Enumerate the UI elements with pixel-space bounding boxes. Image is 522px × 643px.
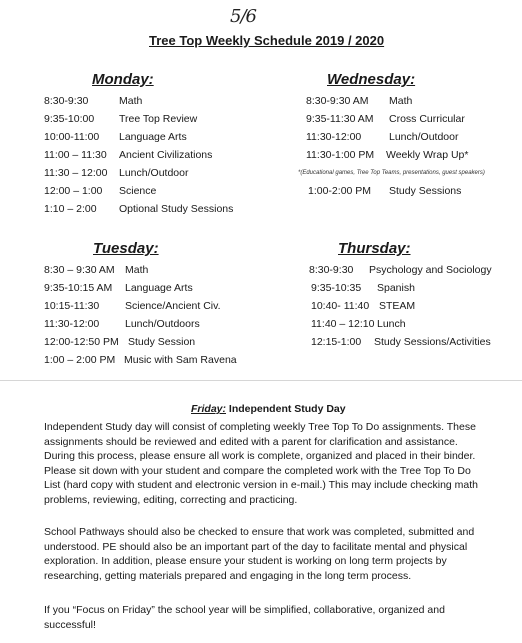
friday-title: Independent Study Day [226, 403, 346, 415]
activity: Cross Curricular [389, 113, 465, 125]
activity: Language Arts [125, 282, 193, 294]
time-slot: 8:30-9:30 [44, 95, 89, 107]
activity: Tree Top Review [119, 113, 198, 125]
activity: Language Arts [119, 131, 187, 143]
time-slot: 11:30-12:00 [306, 131, 362, 143]
time-slot: 1:00 – 2:00 PM [44, 354, 116, 366]
friday-paragraph: Independent Study day will consist of completing weekly Tree Top To Do assignments. These assignments should be reviewed and edited with a parent for clarification and assistance. During this process, please ensure all work is complete, organized and placed in their binder. Please sit down with your student and compare the completed work with the Tree Top To Do List (hard copy with student and electronic version in e-mail.) This may include checking math problems, reviewing, editing, correcting and practicing. [44, 421, 479, 506]
time-slot: 8:30-9:30 [309, 264, 354, 276]
time-slot: 10:15-11:30 [44, 300, 100, 312]
wednesday-heading: Wednesday: [327, 71, 416, 88]
monday-heading: Monday: [92, 71, 154, 88]
thursday-heading: Thursday: [338, 240, 411, 257]
page-divider [0, 380, 522, 381]
activity: Lunch/Outdoor [119, 167, 189, 179]
activity: Psychology and Sociology [369, 264, 492, 276]
activity: Math [119, 95, 143, 107]
friday-heading [191, 403, 346, 415]
time-slot: 10:00-11:00 [44, 131, 100, 143]
handwritten-date: 5/6 [230, 6, 256, 27]
friday-paragraph: If you “Focus on Friday” the school year will be simplified, collaborative, organized and successful! [44, 604, 445, 631]
activity: Study Sessions/Activities [374, 336, 491, 348]
time-slot: 10:40- 11:40 [311, 300, 370, 312]
activity: Study Sessions [389, 185, 462, 197]
tuesday-heading: Tuesday: [93, 240, 159, 257]
activity: STEAM [379, 300, 416, 312]
time-slot: 1:00-2:00 PM [308, 185, 372, 197]
time-slot: 11:40 – 12:10 [311, 318, 375, 330]
time-slot: 11:00 – 11:30 [44, 149, 107, 161]
time-slot: 12:15-1:00 [311, 336, 362, 348]
activity: Lunch/Outdoor [389, 131, 459, 143]
time-slot: 12:00-12:50 PM [44, 336, 119, 348]
activity: Study Session [128, 336, 196, 348]
time-slot: 8:30 – 9:30 AM [44, 264, 115, 276]
time-slot: 9:35-10:00 [44, 113, 95, 125]
activity: Spanish [377, 282, 415, 294]
activity: Math [389, 95, 413, 107]
activity: Ancient Civilizations [119, 149, 213, 161]
activity: Lunch/Outdoors [125, 318, 200, 330]
activity: Lunch [377, 318, 406, 330]
time-slot: 1:10 – 2:00 [44, 203, 97, 215]
activity: Math [125, 264, 149, 276]
time-slot: 9:35-10:35 [311, 282, 362, 294]
wednesday-footnote: *(Educational games, Tree Top Teams, presentations, guest speakers) [298, 170, 485, 176]
friday-label: Friday: [191, 403, 227, 415]
activity: Optional Study Sessions [119, 203, 234, 215]
time-slot: 11:30-1:00 PM [306, 149, 375, 161]
time-slot: 11:30-12:00 [44, 318, 100, 330]
activity: Science/Ancient Civ. [125, 300, 221, 312]
time-slot: 12:00 – 1:00 [44, 185, 103, 197]
friday-paragraph: School Pathways should also be checked to ensure that work was completed, submitted and understood. PE should also be an important part of the day to facilitate mental and physical exploration. In addition, please ensure your student is working on long term projects by researching, getting materials prepared and engaging in the long term process. [44, 526, 475, 582]
time-slot: 11:30 – 12:00 [44, 167, 108, 179]
activity: Weekly Wrap Up* [386, 149, 469, 161]
page-title: Tree Top Weekly Schedule 2019 / 2020 [149, 33, 385, 48]
activity: Science [119, 185, 157, 197]
time-slot: 9:35-10:15 AM [44, 282, 113, 294]
time-slot: 9:35-11:30 AM [306, 113, 374, 125]
time-slot: 8:30-9:30 AM [306, 95, 369, 107]
activity: Music with Sam Ravena [124, 354, 237, 366]
